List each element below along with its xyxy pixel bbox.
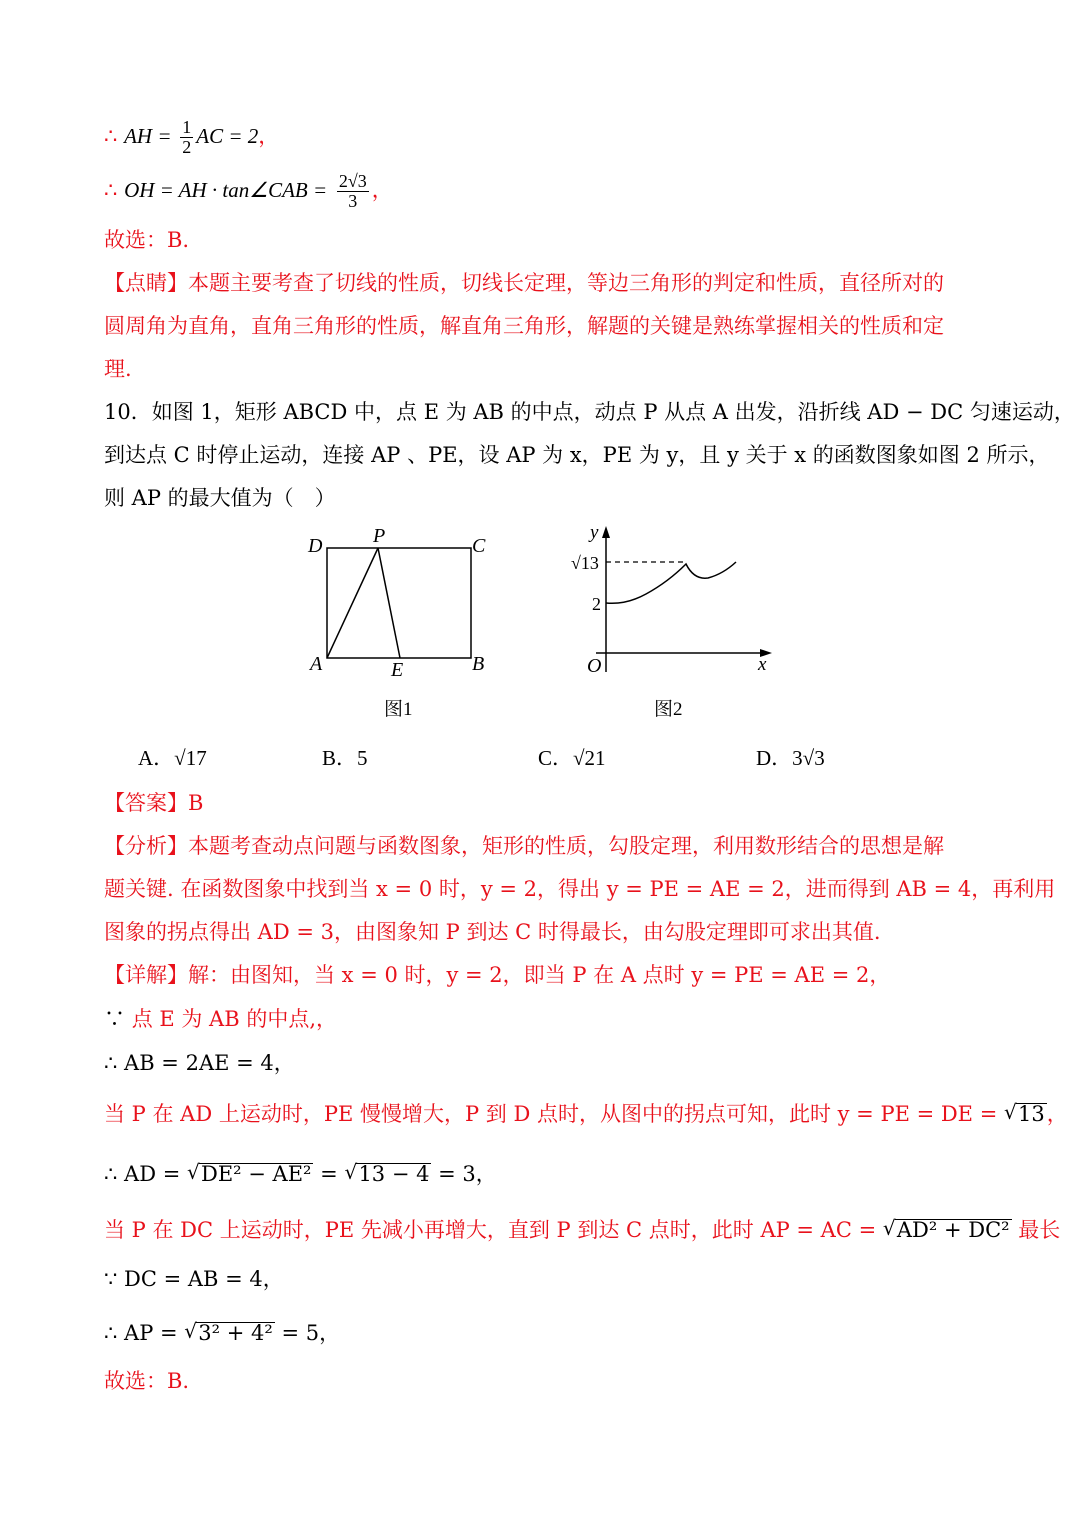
analysis-line3: 图象的拐点得出 AD = 3，由图象知 P 到达 C 时得最长，由勾股定理即可求出其值. — [104, 920, 881, 944]
question-line3: 则 AP 的最大值为（ ） — [104, 486, 336, 510]
detail-line6: 当 P 在 DC 上运动时，PE 先减小再增大，直到 P 到达 C 点时，此时 AP = AC = √ AD² + DC² 最长 — [104, 1219, 1060, 1241]
figure2-caption: 图2 — [654, 699, 683, 720]
detail-line2: ∵ 点 E 为 AB 的中点,， — [104, 1007, 337, 1031]
prev-comment-line1: 【点睛】本题主要考查了切线的性质，切线长定理，等边三角形的判定和性质，直径所对的 — [104, 271, 944, 295]
detail-line3: ∴ AB = 2AE = 4， — [104, 1051, 295, 1075]
detail-line1: 【详解】解：由图知，当 x = 0 时，y = 2，即当 P 在 A 点时 y = PE = AE = 2， — [104, 963, 891, 987]
prev-solution-line1: ∴ AH = $\frac{1}{2}$ AC = 2， — [104, 117, 280, 157]
detail-line7: ∵ DC = AB = 4， — [104, 1267, 284, 1291]
fraction-two-root-three-over-three: $\frac{2√3}{3}$ — [338, 171, 367, 211]
analysis-line2: 题关键. 在函数图象中找到当 x = 0 时，y = 2，得出 y = PE = AE = 2，进而得到 AB = 4，再利用 — [104, 877, 1056, 901]
figure1-caption: 图1 — [384, 699, 413, 720]
analysis-line1: 【分析】本题考查动点问题与函数图象，矩形的性质，勾股定理，利用数形结合的思想是解 — [104, 834, 944, 858]
y-axis-arrow — [602, 526, 610, 538]
sqrt-3-4: √ 3² + 4² — [184, 1322, 275, 1344]
math-oh-expression: OH = AH · tan∠CAB = — [124, 177, 328, 202]
prev-choice: 故选：B. — [104, 228, 190, 252]
detail-line8: ∴ AP = √ 3² + 4² = 5， — [104, 1322, 340, 1344]
detail-line4: 当 P 在 AD 上运动时，PE 慢慢增大，P 到 D 点时，从图中的拐点可知，此时 y = PE = DE = √ 13， — [104, 1103, 1068, 1125]
label-2: 2 — [592, 594, 601, 614]
sqrt-ad-dc: √ AD² + DC² — [883, 1219, 1012, 1241]
option-d[interactable]: D．3√3 — [756, 746, 825, 770]
option-b[interactable]: B．5 — [322, 746, 368, 770]
detail-choice: 故选：B. — [104, 1369, 190, 1393]
fraction-one-half: $\frac{1}{2}$ — [182, 117, 192, 157]
label-x: x — [758, 654, 767, 675]
figure1-rectangle — [300, 525, 500, 685]
label-o: O — [587, 655, 602, 677]
prev-solution-line2: ∴ OH = AH · tan∠CAB = $\frac{2√3}{3}$ ， — [104, 171, 393, 211]
option-c[interactable]: C．√21 — [538, 746, 606, 770]
label-e: E — [391, 659, 404, 681]
sqrt-13: √ 13 — [1004, 1103, 1047, 1125]
question-line2: 到达点 C 时停止运动，连接 AP 、PE，设 AP 为 x，PE 为 y，且 y 关于 x 的函数图象如图 2 所示， — [104, 443, 1050, 467]
label-d: D — [308, 535, 323, 557]
answer: 【答案】B — [104, 791, 204, 815]
segment-ap — [327, 548, 378, 658]
math-ah: AH — [124, 123, 153, 148]
figure2-graph — [568, 522, 778, 682]
detail-line5: ∴ AD = √ DE² − AE² = √ 13 − 4 = 3， — [104, 1163, 497, 1185]
label-root13: √13 — [571, 553, 599, 573]
option-a[interactable]: A．√17 — [138, 746, 207, 770]
label-p: P — [373, 525, 386, 547]
question-number: 10． — [104, 400, 152, 424]
prev-comment-line3: 理. — [104, 357, 132, 381]
rectangle-abcd — [327, 548, 471, 658]
label-a: A — [310, 653, 323, 675]
label-b: B — [472, 653, 485, 675]
function-curve — [606, 562, 736, 603]
sqrt-13-minus-4: √ 13 − 4 — [344, 1163, 431, 1185]
segment-pe — [378, 548, 400, 658]
label-y: y — [590, 522, 599, 543]
prev-comment-line2: 圆周角为直角，直角三角形的性质，解直角三角形，解题的关键是熟练掌握相关的性质和定 — [104, 314, 944, 338]
label-c: C — [472, 535, 486, 557]
question-line1: 10．如图 1，矩形 ABCD 中，点 E 为 AB 的中点，动点 P 从点 A 出发，沿折线 AD − DC 匀速运动， — [104, 400, 1075, 424]
sqrt-de-ae: √ DE² − AE² — [187, 1163, 313, 1185]
